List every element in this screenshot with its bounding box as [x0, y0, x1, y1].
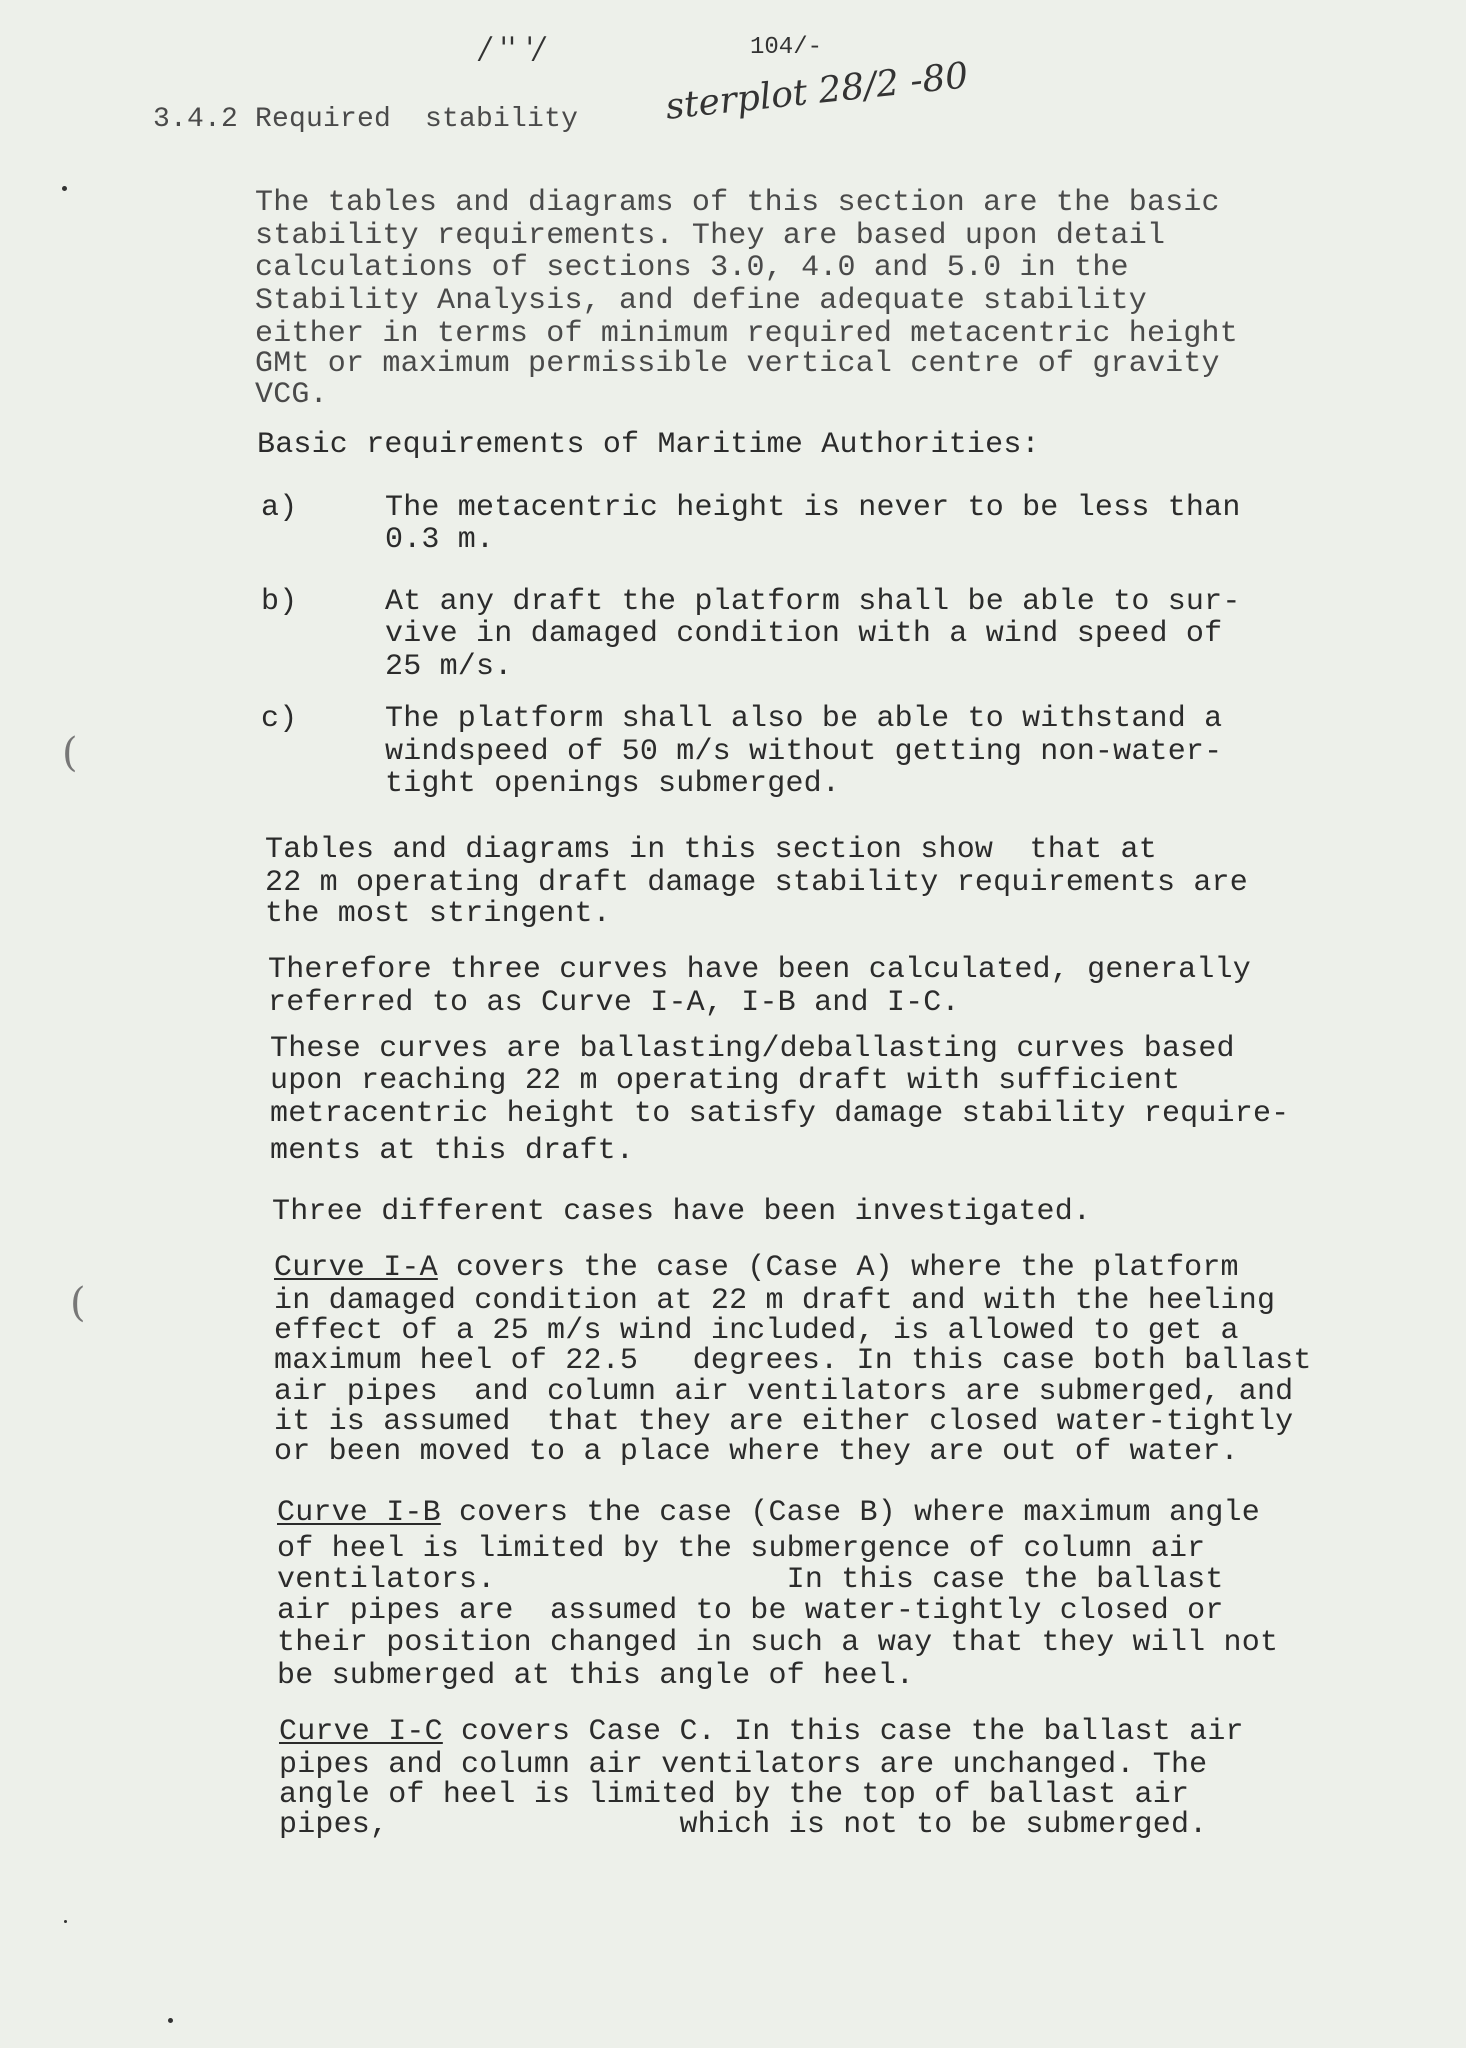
text-line: it is assumed that they are either closed water-tightly: [274, 1405, 1294, 1439]
text-line: effect of a 25 m/s wind included, is allowed to get a: [274, 1314, 1239, 1348]
scan-speck: [168, 2018, 173, 2023]
basic-requirements-title: Basic requirements of Maritime Authorities:: [257, 428, 1040, 462]
text-line: Tables and diagrams in this section show that at: [265, 833, 1157, 867]
text-line: Therefore three curves have been calculated, generally: [268, 953, 1251, 987]
text-line: calculations of sections 3.0, 4.0 and 5.0 in the: [255, 251, 1129, 285]
curve-name: Curve I-C: [279, 1715, 443, 1749]
requirement-label: a): [261, 491, 298, 525]
text-line: At any draft the platform shall be able to sur-: [385, 585, 1241, 619]
handwritten-marks: / '' '/: [480, 31, 545, 66]
text-line: The metacentric height is never to be less than: [385, 491, 1241, 525]
text-line: GMt or maximum permissible vertical centre of gravity: [255, 347, 1220, 381]
text-line: angle of heel is limited by the top of ballast air: [279, 1778, 1190, 1812]
page-reference: 104/-: [750, 34, 823, 61]
text-line: their position changed in such a way that they will not: [277, 1626, 1279, 1660]
requirement-label: b): [261, 585, 298, 619]
text-line: [274, 1251, 1239, 1285]
text-line: air pipes are assumed to be water-tightly closed or: [277, 1594, 1224, 1628]
text-line: 25 m/s.: [385, 650, 513, 684]
text-line: in damaged condition at 22 m draft and with the heeling: [274, 1284, 1276, 1318]
text-line: referred to as Curve I-A, I-B and I-C.: [268, 986, 960, 1020]
text-line: 22 m operating draft damage stability requirements are: [265, 866, 1248, 900]
text-span: covers the case (Case B) where maximum angle: [440, 1496, 1260, 1530]
binder-hole-mark: (: [62, 730, 78, 776]
text-line: stability requirements. They are based upon detail: [255, 219, 1166, 253]
text-line: ments at this draft.: [270, 1134, 635, 1168]
text-line: metracentric height to satisfy damage stability require-: [270, 1097, 1290, 1131]
requirement-label: c): [261, 702, 298, 736]
text-line: Stability Analysis, and define adequate stability: [255, 284, 1147, 318]
text-line: vive in damaged condition with a wind speed of: [385, 617, 1223, 651]
text-line: be submerged at this angle of heel.: [277, 1659, 915, 1693]
handwritten-note: sterplot 28/2 -80: [663, 55, 971, 128]
text-line: of heel is limited by the submergence of column air: [277, 1532, 1206, 1566]
text-line: pipes and column air ventilators are unchanged. The: [279, 1748, 1208, 1782]
text-line: air pipes and column air ventilators are submerged, and: [274, 1375, 1294, 1409]
text-line: either in terms of minimum required metacentric height: [255, 317, 1238, 351]
curve-name: Curve I-A: [274, 1251, 438, 1285]
scan-speck: [62, 186, 67, 191]
binder-hole-mark: (: [70, 1280, 86, 1326]
section-heading: 3.4.2 Required stability: [153, 104, 579, 135]
text-line: VCG.: [255, 378, 328, 412]
three-cases-line: Three different cases have been investigated.: [272, 1195, 1092, 1229]
scan-speck: [64, 1920, 67, 1923]
text-line: or been moved to a place where they are out of water.: [274, 1435, 1239, 1469]
text-line: These curves are ballasting/deballasting curves based: [270, 1032, 1235, 1066]
curve-name: Curve I-B: [277, 1496, 441, 1530]
text-line: [277, 1496, 1260, 1530]
text-line: [279, 1715, 1244, 1749]
text-span: covers Case C. In this case the ballast air: [442, 1715, 1244, 1749]
text-line: 0.3 m.: [385, 523, 495, 557]
text-line: ventilators. In this case the ballast: [277, 1563, 1224, 1597]
text-line: The tables and diagrams of this section are the basic: [255, 186, 1220, 220]
text-line: the most stringent.: [265, 897, 611, 931]
text-span: covers the case (Case A) where the platform: [437, 1251, 1239, 1285]
text-line: The platform shall also be able to withstand a: [385, 702, 1223, 736]
text-line: pipes, which is not to be submerged.: [279, 1808, 1208, 1842]
text-line: windspeed of 50 m/s without getting non-water-: [385, 735, 1223, 769]
text-line: maximum heel of 22.5 degrees. In this case both ballast: [274, 1344, 1312, 1378]
text-line: upon reaching 22 m operating draft with sufficient: [270, 1064, 1181, 1098]
text-line: tight openings submerged.: [385, 767, 841, 801]
